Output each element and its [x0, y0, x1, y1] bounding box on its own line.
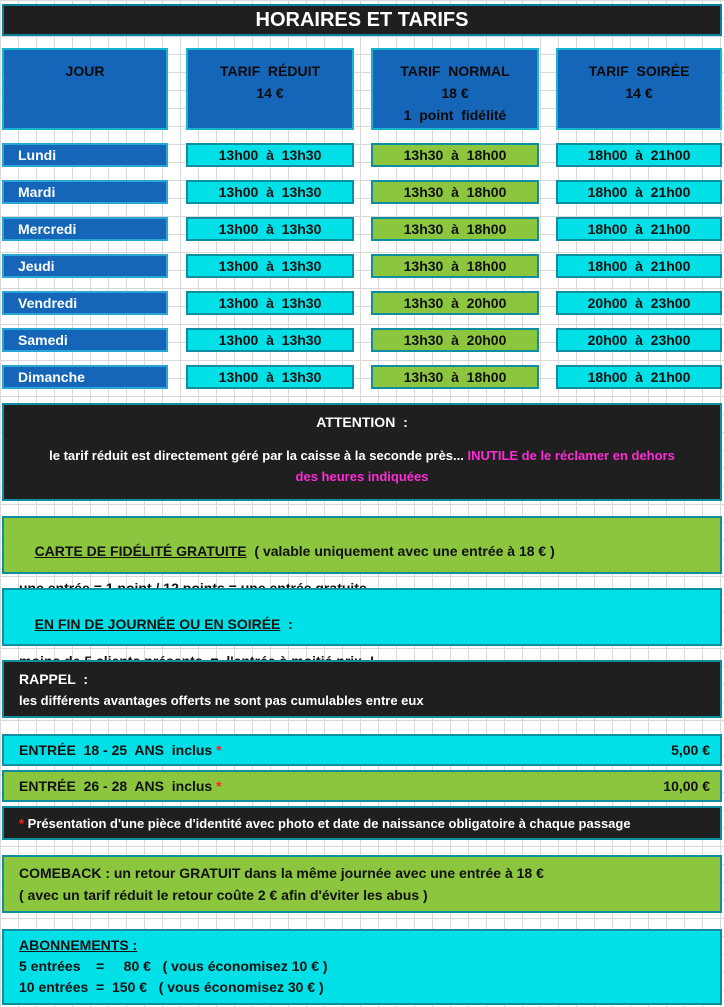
tarif-soiree-cell: 20h00 à 23h00	[556, 291, 722, 315]
tarif-normal-cell: 13h30 à 20h00	[371, 291, 539, 315]
tarif-reduit-cell: 13h00 à 13h30	[186, 143, 354, 167]
attention-title: ATTENTION :	[316, 414, 408, 430]
page-title: HORAIRES ET TARIFS	[2, 4, 722, 36]
fidelite-line-1	[19, 527, 720, 575]
header-soiree-price: 14 €	[625, 85, 653, 101]
soiree-promo-line-1	[19, 600, 720, 648]
comeback-box	[2, 855, 722, 913]
tarif-soiree-cell: 18h00 à 21h00	[556, 217, 722, 241]
comeback-line-1: COMEBACK : un retour GRATUIT dans la même journée avec une entrée à 18 €	[19, 865, 544, 881]
tarif-reduit-cell: 13h00 à 13h30	[186, 254, 354, 278]
tarif-reduit-cell: 13h00 à 13h30	[186, 180, 354, 204]
entree-18-25-label: ENTRÉE 18 - 25 ANS inclus	[19, 742, 217, 758]
attention-text-pink-2: des heures indiquées	[295, 469, 429, 484]
tarif-reduit-cell: 13h00 à 13h30	[186, 217, 354, 241]
day-label: Mercredi	[2, 217, 168, 241]
tarif-soiree-cell: 18h00 à 21h00	[556, 143, 722, 167]
entree-18-25-row	[2, 734, 722, 766]
rappel-line-2: les différents avantages offerts ne sont pas cumulables entre eux	[19, 693, 424, 708]
fidelite-title: CARTE DE FIDÉLITÉ GRATUITE	[34, 543, 247, 559]
header-soiree-label: TARIF SOIRÉE	[588, 63, 690, 79]
day-label: Lundi	[2, 143, 168, 167]
attention-box	[2, 403, 722, 501]
presentation-text: Présentation d'une pièce d'identité avec photo et date de naissance obligatoire à chaque passage	[27, 815, 631, 831]
abonnements-title: ABONNEMENTS :	[19, 937, 138, 953]
header-reduit-label: TARIF RÉDUIT	[219, 63, 321, 79]
abonnements-line-2: 10 entrées = 150 € ( vous économisez 30 € )	[19, 979, 324, 995]
attention-text-pink-1: INUTILE de le réclamer en dehors	[467, 448, 675, 463]
header-normal-price: 18 €	[441, 85, 469, 101]
fidelite-box	[2, 516, 722, 574]
tarif-soiree-cell: 18h00 à 21h00	[556, 180, 722, 204]
header-jour	[2, 48, 168, 130]
day-label: Samedi	[2, 328, 168, 352]
tarif-normal-cell: 13h30 à 18h00	[371, 254, 539, 278]
tarif-soiree-cell: 20h00 à 23h00	[556, 328, 722, 352]
header-tarif-reduit	[186, 48, 354, 130]
header-reduit-price: 14 €	[256, 85, 284, 101]
presentation-row	[2, 806, 722, 840]
tarif-reduit-cell: 13h00 à 13h30	[186, 365, 354, 389]
day-label: Dimanche	[2, 365, 168, 389]
tarif-normal-cell: 13h30 à 18h00	[371, 365, 539, 389]
tarif-soiree-cell: 18h00 à 21h00	[556, 365, 722, 389]
entree-26-28-price: 10,00 €	[663, 778, 710, 794]
day-label: Jeudi	[2, 254, 168, 278]
soiree-promo-title: EN FIN DE JOURNÉE OU EN SOIRÉE	[34, 616, 281, 632]
abonnements-box	[2, 929, 722, 1005]
abonnements-line-1: 5 entrées = 80 € ( vous économisez 10 € )	[19, 958, 328, 974]
header-jour-label: JOUR	[65, 63, 105, 79]
header-tarif-normal	[371, 48, 539, 130]
entree-26-28-label: ENTRÉE 26 - 28 ANS inclus	[19, 778, 217, 794]
tarif-reduit-cell: 13h00 à 13h30	[186, 328, 354, 352]
entree-18-25-price: 5,00 €	[671, 742, 710, 758]
tarif-soiree-cell: 18h00 à 21h00	[556, 254, 722, 278]
header-normal-extra: 1 point fidélité	[403, 107, 507, 123]
entree-18-25-star: *	[216, 742, 222, 758]
fidelite-title-suffix: ( valable uniquement avec une entrée à 18 € )	[246, 543, 555, 559]
attention-text	[4, 445, 720, 487]
presentation-star: *	[19, 815, 28, 831]
header-normal-label: TARIF NORMAL	[400, 63, 510, 79]
tarif-normal-cell: 13h30 à 18h00	[371, 143, 539, 167]
tarif-normal-cell: 13h30 à 20h00	[371, 328, 539, 352]
rappel-title: RAPPEL :	[19, 671, 88, 687]
header-tarif-soiree	[556, 48, 722, 130]
entree-26-28-star: *	[216, 778, 222, 794]
soiree-promo-suffix: :	[280, 616, 293, 632]
tarif-normal-cell: 13h30 à 18h00	[371, 217, 539, 241]
tarif-normal-cell: 13h30 à 18h00	[371, 180, 539, 204]
day-label: Mardi	[2, 180, 168, 204]
comeback-line-2: ( avec un tarif réduit le retour coûte 2 € afin d'éviter les abus )	[19, 887, 428, 903]
soiree-promo-box	[2, 588, 722, 646]
entree-26-28-row	[2, 770, 722, 802]
attention-text-white: le tarif réduit est directement géré par la caisse à la seconde près...	[49, 448, 468, 463]
day-label: Vendredi	[2, 291, 168, 315]
rappel-box	[2, 660, 722, 718]
tarif-reduit-cell: 13h00 à 13h30	[186, 291, 354, 315]
